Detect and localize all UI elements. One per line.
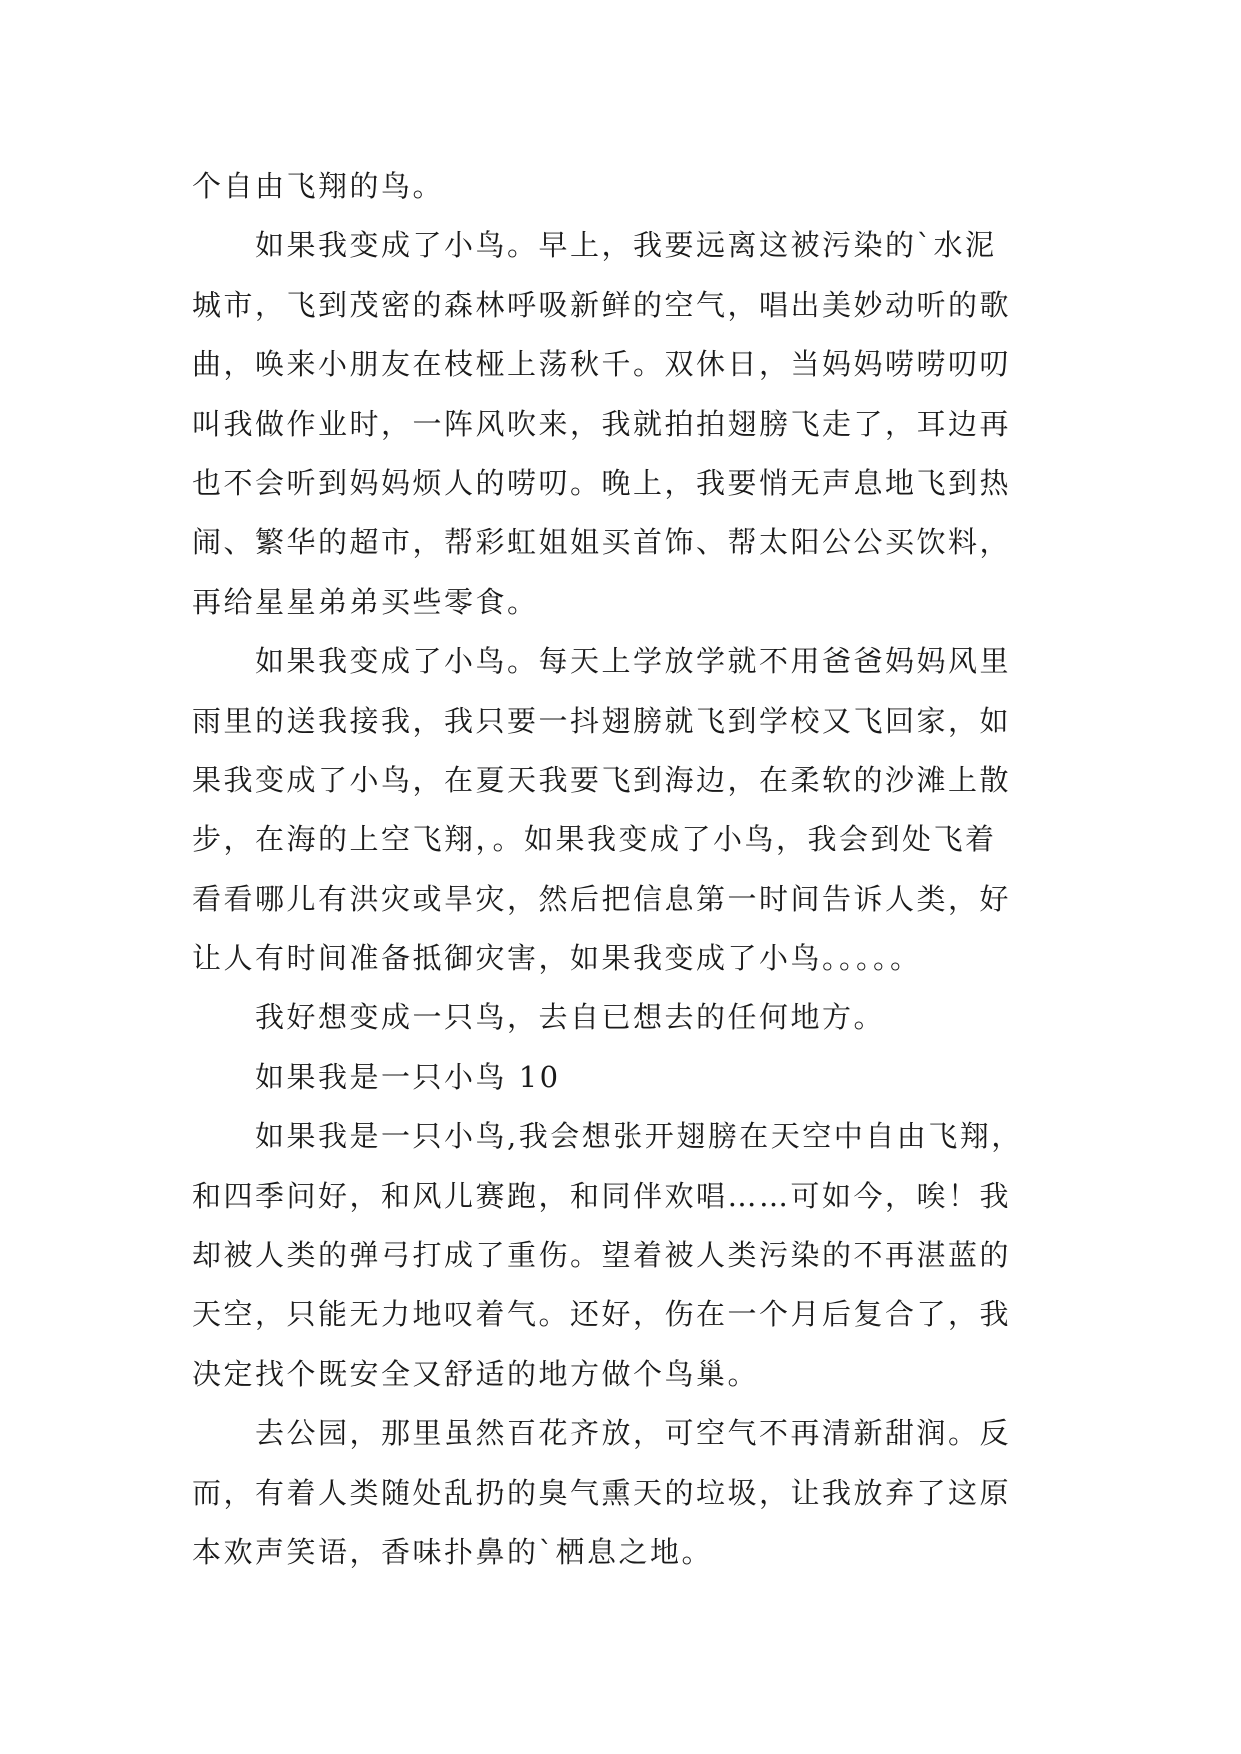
text-line: 个自由飞翔的鸟。 <box>192 169 445 203</box>
text-line: 让人有时间准备抵御灾害，如果我变成了小鸟。。。。。 <box>192 941 922 976</box>
text-line: 而，有着人类随处乱扔的臭气熏天的垃圾，让我放弃了这原 <box>192 1475 1012 1510</box>
text-line: 也不会听到妈妈烦人的唠叨。晚上，我要悄无声息地飞到热 <box>192 465 1012 500</box>
text-line: 却被人类的弹弓打成了重伤。望着被人类污染的不再湛蓝的 <box>192 1238 1012 1273</box>
text-line: 叫我做作业时，一阵风吹来，我就拍拍翅膀飞走了，耳边再 <box>192 406 1012 441</box>
paragraph-start-line: 如果我变成了小鸟。早上，我要远离这被污染的`水泥 <box>255 228 997 263</box>
paragraph-start-line: 如果我是一只小鸟,我会想张开翅膀在天空中自由飞翔， <box>255 1119 1023 1154</box>
paragraph-start-line: 去公园，那里虽然百花齐放，可空气不再清新甜润。反 <box>255 1416 1012 1451</box>
text-line: 曲，唤来小朋友在枝桠上荡秋千。双休日，当妈妈唠唠叨叨 <box>192 347 1012 382</box>
text-line: 雨里的送我接我，我只要一抖翅膀就飞到学校又飞回家，如 <box>192 703 1012 738</box>
text-line: 天空，只能无力地叹着气。还好，伤在一个月后复合了，我 <box>192 1297 1012 1332</box>
paragraph-start-line: 我好想变成一只鸟，去自已想去的任何地方。 <box>255 1000 886 1035</box>
text-line: 再给星星弟弟买些零食。 <box>192 584 539 619</box>
text-line: 本欢声笑语，香味扑鼻的`栖息之地。 <box>192 1534 714 1569</box>
text-line: 果我变成了小鸟，在夏天我要飞到海边，在柔软的沙滩上散 <box>192 762 1012 797</box>
text-line: 和四季问好，和风儿赛跑，和同伴欢唱……可如今，唉！我 <box>192 1178 1012 1213</box>
text-line: 闹、繁华的超市，帮彩虹姐姐买首饰、帮太阳公公买饮料， <box>192 525 1012 560</box>
text-line: 决定找个既安全又舒适的地方做个鸟巢。 <box>192 1356 760 1391</box>
section-heading: 如果我是一只小鸟 10 <box>255 1059 561 1094</box>
text-line: 步，在海的上空飞翔，。如果我变成了小鸟，我会到处飞着 <box>192 822 997 857</box>
paragraph-start-line: 如果我变成了小鸟。每天上学放学就不用爸爸妈妈风里 <box>255 644 1012 679</box>
document-body <box>192 157 1052 1582</box>
text-line: 看看哪儿有洪灾或旱灾，然后把信息第一时间告诉人类，好 <box>192 881 1012 916</box>
text-line: 城市，飞到茂密的森林呼吸新鲜的空气，唱出美妙动听的歌 <box>192 287 1012 322</box>
